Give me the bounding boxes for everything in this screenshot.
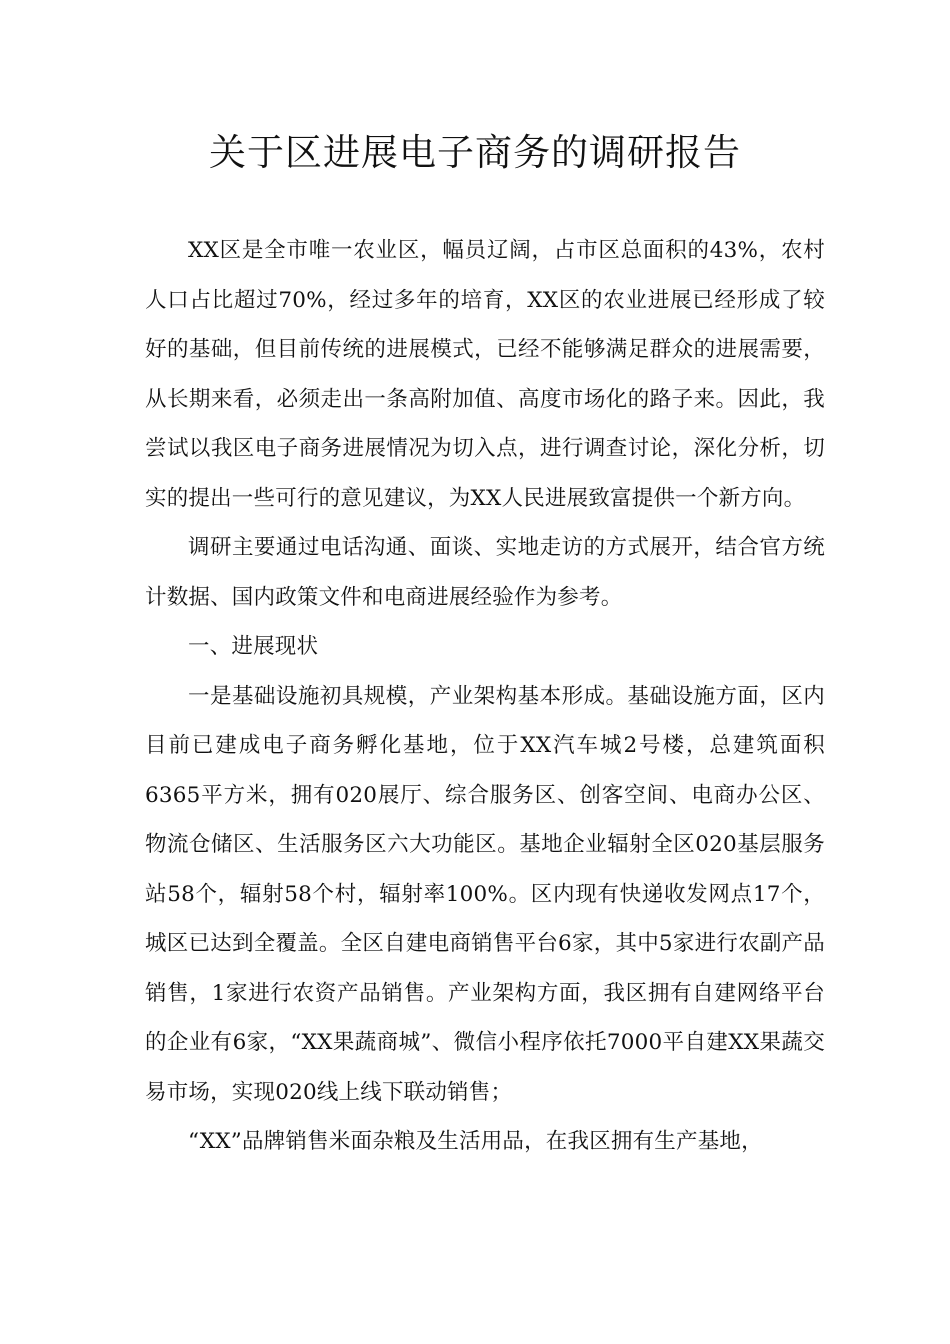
document-title: 关于区进展电子商务的调研报告 <box>209 131 741 174</box>
paragraph-method: 调研主要通过电话沟通、面谈、实地走访的方式展开，结合官方统计数据、国内政策文件和电商进展经验作为参考。 <box>145 535 825 610</box>
paragraph-intro: XX区是全市唯一农业区，幅员辽阔，占市区总面积的43%，农村人口占比超过70%，经过多年的培育，XX区的农业进展已经形成了较好的基础，但目前传统的进展模式，已经不能够满足群众的进展需要，从长期来看，必须走出一条高附加值、高度市场化的路子来。因此，我尝试以我区电子商务进展情况为切入点，进行调查讨论，深化分析，切实的提出一些可行的意见建议，为XX人民进展致富提供一个新方向。 <box>145 238 825 511</box>
paragraph-brand: “XX”品牌销售米面杂粮及生活用品，在我区拥有生产基地， <box>188 1129 763 1154</box>
section-heading-status: 一、进展现状 <box>188 634 319 659</box>
paragraph-infrastructure: 一是基础设施初具规模，产业架构基本形成。基础设施方面，区内目前已建成电子商务孵化基地，位于XX汽车城2号楼，总建筑面积6365平方米，拥有020展厅、综合服务区、创客空间、电商办公区、物流仓储区、生活服务区六大功能区。基地企业辐射全区020基层服务站58个，辐射58个村，辐射率100%。区内现有快递收发网点17个，城区已达到全覆盖。全区自建电商销售平台6家，其中5家进行农副产品销售，1家进行农资产品销售。产业架构方面，我区拥有自建网络平台的企业有6家，“XX果蔬商城”、微信小程序依托7000平自建XX果蔬交易市场，实现020线上线下联动销售； <box>145 683 825 1105</box>
document-body <box>145 226 825 1167</box>
